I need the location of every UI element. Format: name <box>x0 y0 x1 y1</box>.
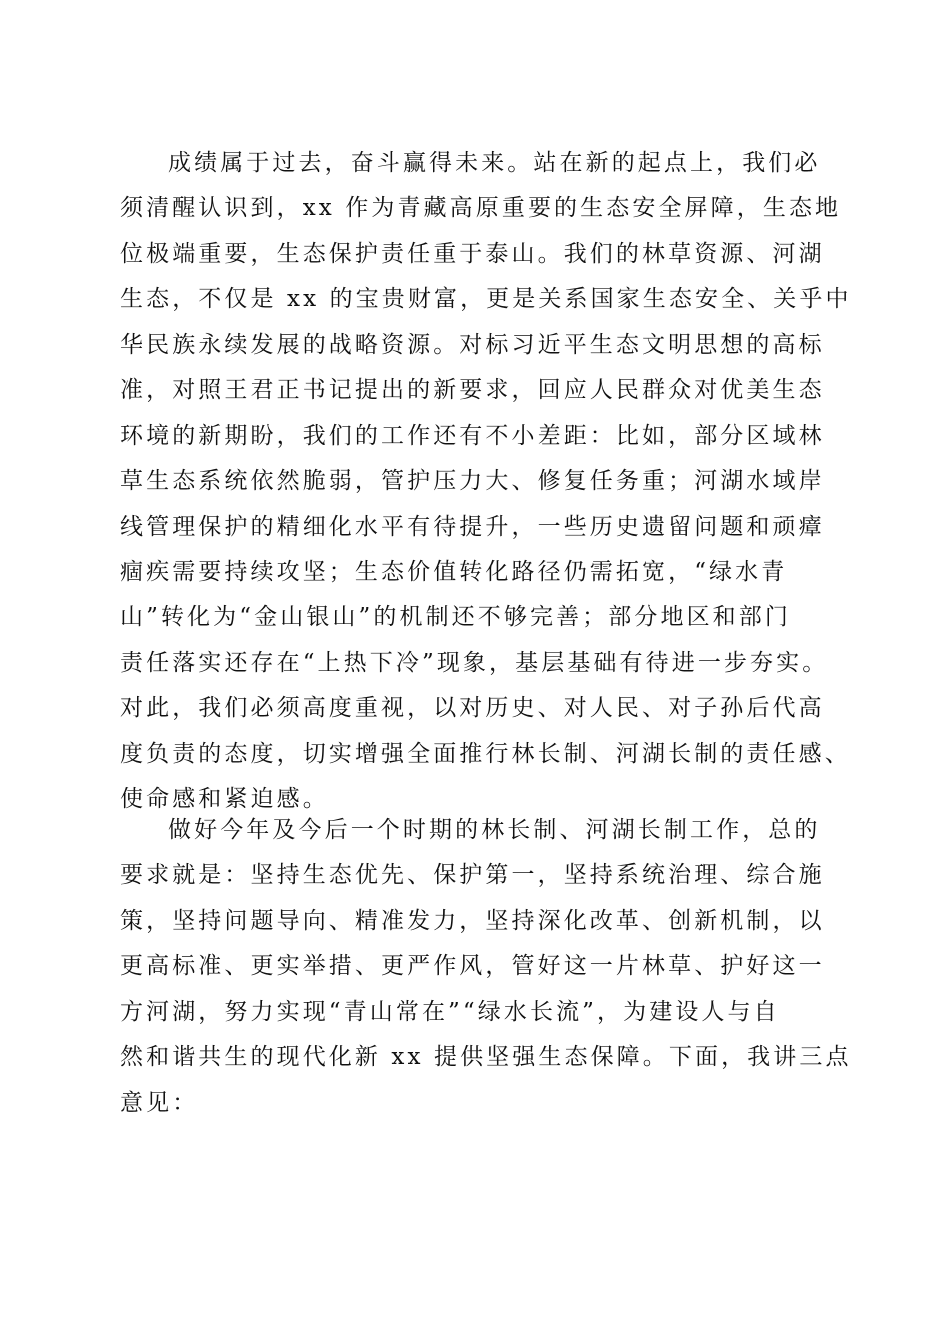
text-line: 痼疾需要持续攻坚；生态价值转化路径仍需拓宽，“绿水青 <box>120 558 788 585</box>
text-line: 线管理保护的精细化水平有待提升，一些历史遗留问题和顽瘴 <box>120 513 825 540</box>
paragraph-1 <box>120 143 852 825</box>
text-line: 位极端重要，生态保护责任重于泰山。我们的林草资源、河湖 <box>120 240 825 267</box>
text-line: 更高标准、更实举措、更严作风，管好这一片林草、护好这一 <box>120 953 825 980</box>
text-line: 环境的新期盼，我们的工作还有不小差距：比如，部分区域林 <box>120 422 825 449</box>
text-line: 做好今年及今后一个时期的林长制、河湖长制工作，总的 <box>168 817 821 843</box>
text-line: 成绩属于过去，奋斗赢得未来。站在新的起点上，我们必 <box>168 150 821 176</box>
text-line: 策，坚持问题导向、精准发力，坚持深化改革、创新机制，以 <box>120 907 825 934</box>
text-line: 草生态系统依然脆弱，管护压力大、修复任务重；河湖水域岸 <box>120 468 825 495</box>
text-line: 要求就是：坚持生态优先、保护第一，坚持系统治理、综合施 <box>120 862 825 889</box>
text-line: 度负责的态度，切实增强全面推行林长制、河湖长制的责任感、 <box>120 740 851 767</box>
text-line: 责任落实还存在“上热下冷”现象，基层基础有待进一步夯实。 <box>120 649 829 676</box>
text-line: 生态，不仅是 xx 的宝贵财富，更是关系国家生态安全、关乎中 <box>120 286 852 313</box>
text-line: 山”转化为“金山银山”的机制还不够完善；部分地区和部门 <box>120 604 791 631</box>
text-line: 方河湖，努力实现“青山常在”“绿水长流”，为建设人与自 <box>120 998 780 1025</box>
text-line: 意见： <box>120 1089 199 1116</box>
text-line: 华民族永续发展的战略资源。对标习近平生态文明思想的高标 <box>120 331 825 358</box>
text-line: 准，对照王君正书记提出的新要求，回应人民群众对优美生态 <box>120 377 825 404</box>
text-line: 对此，我们必须高度重视，以对历史、对人民、对子孙后代高 <box>120 695 825 722</box>
text-line: 须清醒认识到，xx 作为青藏高原重要的生态安全屏障，生态地 <box>120 195 842 222</box>
text-line: 使命感和紧迫感。 <box>120 786 329 813</box>
text-line: 然和谐共生的现代化新 xx 提供坚强生态保障。下面，我讲三点 <box>120 1044 852 1071</box>
paragraph-2 <box>120 810 852 1128</box>
